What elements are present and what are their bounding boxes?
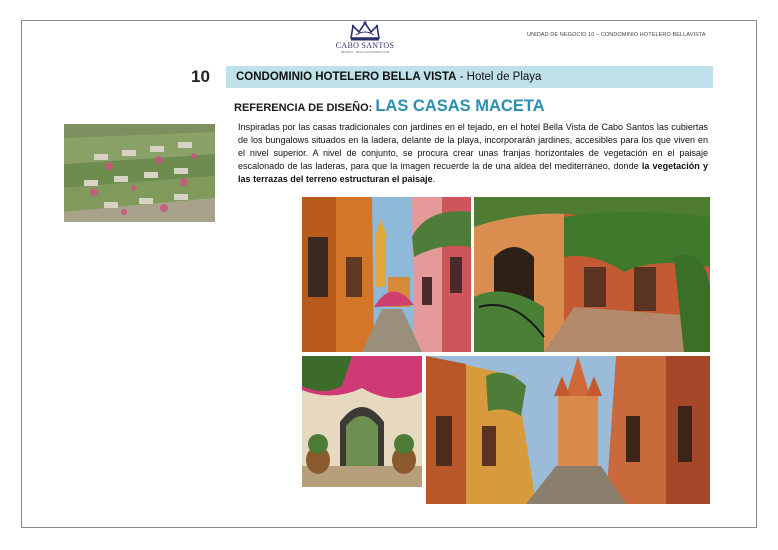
reference-label: REFERENCIA DE DISEÑO:	[234, 102, 373, 114]
design-reference	[234, 95, 545, 119]
reference-value: LAS CASAS MACETA	[375, 97, 545, 115]
cabo-santos-logo	[330, 20, 400, 60]
document-label: UNIDAD DE NEGOCIO 10 – CONDOMINIO HOTELERO BELLAVISTA	[527, 32, 706, 38]
description-text: Inspiradas por las casas tradicionales con jardines en el tejado, en el hotel Bella Vista de Cabo Santos las cubiertas de los bungalows situados en la ladera, delante de la playa, incorporarán jardines, accesibles para los que viven en el nivel superior. A nivel de conjunto, se procura crear unas franjas horizontales de vegetación en el paisaje escalonado de las laderas, para que la imagen recuerde la de una aldea del mediterráneo, donde	[238, 122, 708, 171]
section-title-suffix: - Hotel de Playa	[456, 71, 542, 83]
crown-emblem-icon	[348, 20, 382, 42]
colonial-street-photo	[302, 197, 471, 352]
section-title	[236, 66, 541, 88]
ivy-courtyard-photo	[474, 197, 710, 352]
section-title-bold: CONDOMINIO HOTELERO BELLA VISTA	[236, 71, 457, 83]
description-paragraph	[238, 121, 708, 186]
garden-archway-photo	[302, 356, 422, 487]
section-number: 10	[191, 67, 210, 86]
cathedral-street-photo	[426, 356, 710, 504]
logo-name: CABO SANTOS	[335, 41, 395, 50]
terraced-gardens-photo	[64, 124, 215, 222]
section-title-bar	[226, 66, 713, 88]
description-bold: la vegetación y las terrazas del terreno estructuran el paisaje	[238, 161, 708, 184]
description-end: .	[432, 174, 436, 184]
logo-tagline: RESORT · BAJA CALIFORNIA SUR	[340, 50, 390, 54]
